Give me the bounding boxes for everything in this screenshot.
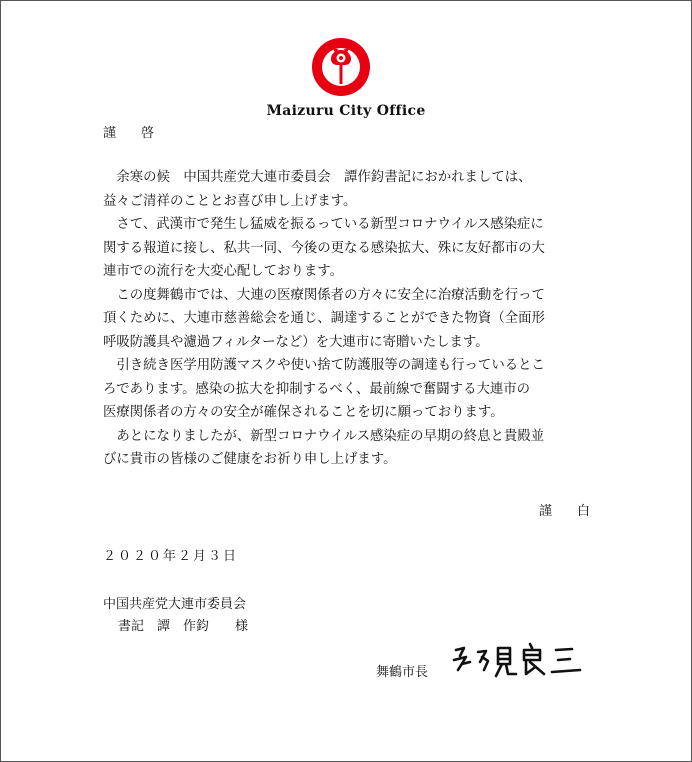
body-line: 余寒の候 中国共産党大連市委員会 譚作鈞書記におかれましては、 [103,170,532,185]
maizuru-city-emblem-icon [311,37,371,97]
body-line: この度舞鶴市では、大連の医療関係者の方々に安全に治療活動を行って [103,287,545,303]
recipient-name: 書記 譚 作鈞 様 [118,619,249,634]
body-line: 呼吸防護具や濾過フィルターなど）を大連市に寄贈いたします。 [103,334,489,350]
body-line: 医療関係者の方々の安全が確保されることを切に願っております。 [103,405,504,420]
body-line: あとになりましたが、新型コロナウイルス感染症の早期の終息と貴殿並 [103,428,545,444]
recipient-organization: 中国共産党大連市委員会 [103,597,247,612]
letter-body [103,166,603,472]
letter-date: ２０２０年２月３日 [103,549,239,564]
body-line: 関する報道に接し、私共一同、今後の更なる感染拡大、殊に友好都市の大 [103,240,545,256]
signer-title: 舞鶴市長 [376,665,429,680]
body-line: さて、武漢市で発生し猛威を振るっている新型コロナウイルス感染症に [103,217,544,232]
body-line: 頂くために、大連市慈善総会を通じ、調達することができた物資（全面形 [103,311,545,326]
body-line: ろであります。感染の拡大を抑制するべく、最前線で奮闘する大連市の [103,381,531,397]
handwritten-signature [446,640,606,684]
body-line: びに貴市の皆様のご健康をお祈り申し上げます。 [103,452,397,467]
body-line: 連市での流行を大変心配しております。 [103,264,343,279]
office-name: Maizuru City Office [266,103,426,119]
closing: 謹 白 [538,504,596,519]
salutation: 謹 啓 [103,126,161,141]
body-line: 引き続き医学用防護マスクや使い捨て防護服等の調達も行っているとこ [103,358,545,373]
body-line: 益々ご清祥のこととお喜び申し上げます。 [103,193,357,209]
